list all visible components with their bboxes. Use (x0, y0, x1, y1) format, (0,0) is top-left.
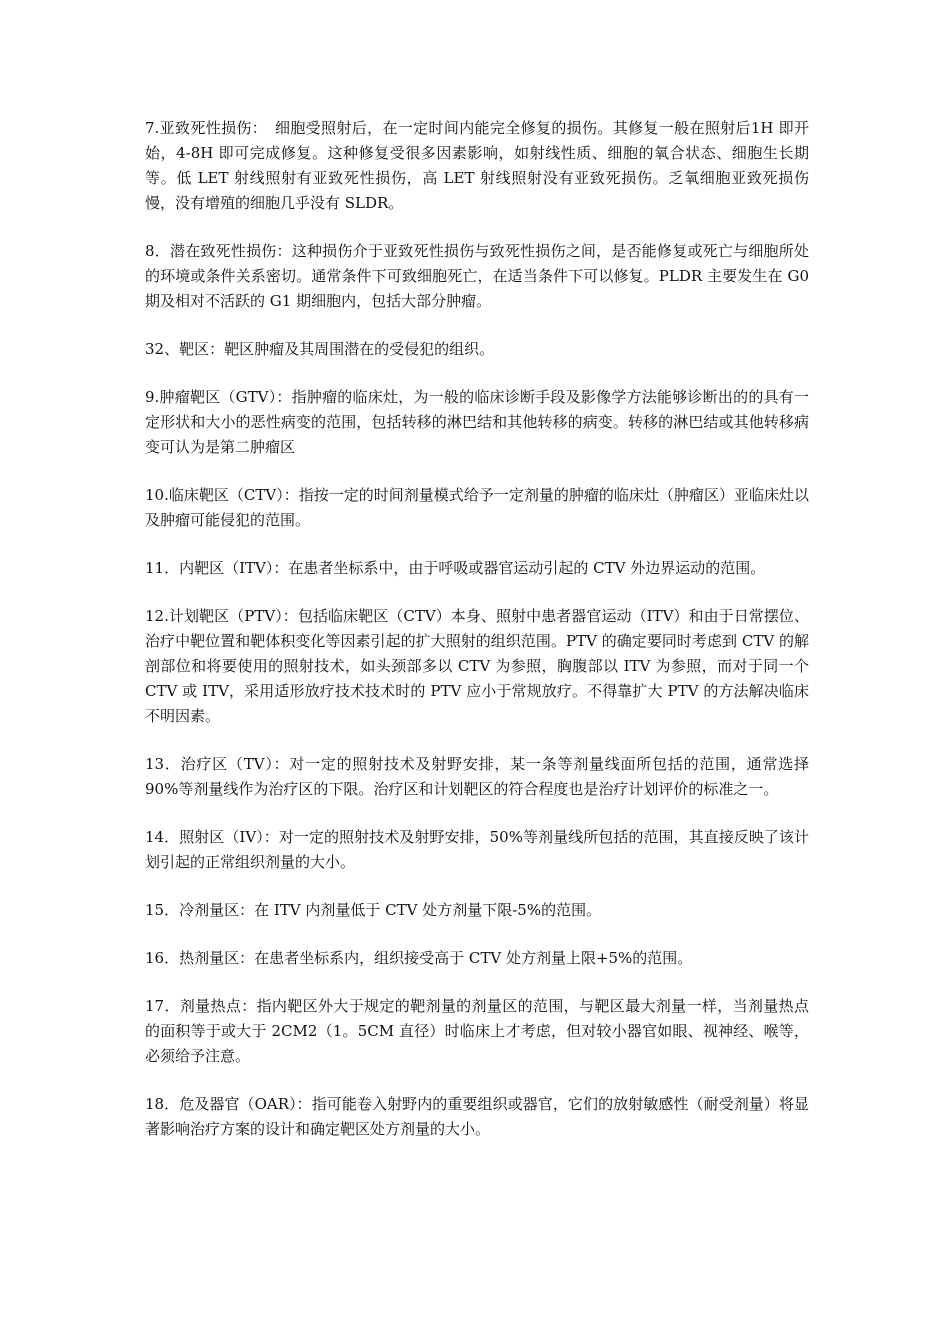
paragraph-treated-volume: 13．治疗区（TV）：对一定的照射技术及射野安排，某一条等剂量线面所包括的范围，通常选择 90%等剂量线作为治疗区的下限。治疗区和计划靶区的符合程度也是治疗计划评价的标准之一。 (145, 755, 809, 798)
document-body (145, 116, 809, 1165)
paragraph-sublethal-damage: 7.亚致死性损伤： 细胞受照射后，在一定时间内能完全修复的损伤。其修复一般在照射后1H 即开始，4-8H 即可完成修复。这种修复受很多因素影响，如射线性质、细胞的氧合状态、细胞生长期等。低 LET 射线照射有亚致死性损伤，高 LET 射线照射没有亚致死损伤。乏氧细胞亚致死损伤慢，没有增殖的细胞几乎没有 SLDR。 (145, 119, 809, 212)
paragraph-irradiated-volume: 14．照射区（IV）：对一定的照射技术及射野安排，50%等剂量线所包括的范围，其直接反映了该计划引起的正常组织剂量的大小。 (145, 828, 809, 871)
paragraph-target-volume: 32、靶区：靶区肿瘤及其周围潜在的受侵犯的组织。 (145, 340, 495, 358)
paragraph-ptv: 12.计划靶区（PTV）：包括临床靶区（CTV）本身、照射中患者器官运动（ITV）和由于日常摆位、治疗中靶位置和靶体积变化等因素引起的扩大照射的组织范围。PTV 的确定要同时考虑到 CTV 的解剖部位和将要使用的照射技术，如头颈部多以 CTV 为参照，胸腹部以 ITV 为参照，而对于同一个 CTV 或 ITV，采用适形放疗技术技术时的 PTV 应小于常规放疗。不得靠扩大 PTV 的方法解决临床不明因素。 (145, 607, 809, 725)
paragraph-cold-spot: 15．冷剂量区：在 ITV 内剂量低于 CTV 处方剂量下限-5%的范围。 (145, 901, 602, 919)
paragraph-dose-hot-spot: 17．剂量热点：指内靶区外大于规定的靶剂量的剂量区的范围，与靶区最大剂量一样，当剂量热点的面积等于或大于 2CM2（1。5CM 直径）时临床上才考虑，但对较小器官如眼、视神经、喉等，必须给予注意。 (145, 997, 809, 1065)
paragraph-oar: 18．危及器官（OAR）：指可能卷入射野内的重要组织或器官，它们的放射敏感性（耐受剂量）将显著影响治疗方案的设计和确定靶区处方剂量的大小。 (145, 1095, 809, 1138)
paragraph-gtv: 9.肿瘤靶区（GTV）：指肿瘤的临床灶，为一般的临床诊断手段及影像学方法能够诊断出的的具有一定形状和大小的恶性病变的范围，包括转移的淋巴结和其他转移的病变。转移的淋巴结或其他转移病变可认为是第二肿瘤区 (145, 388, 809, 456)
paragraph-hot-region: 16．热剂量区：在患者坐标系内，组织接受高于 CTV 处方剂量上限+5%的范围。 (145, 949, 693, 967)
paragraph-itv: 11．内靶区（ITV）：在患者坐标系中，由于呼吸或器官运动引起的 CTV 外边界运动的范围。 (145, 559, 766, 577)
paragraph-ctv: 10.临床靶区（CTV）：指按一定的时间剂量模式给予一定剂量的肿瘤的临床灶（肿瘤区）亚临床灶以及肿瘤可能侵犯的范围。 (145, 486, 809, 529)
paragraph-potentially-lethal-damage: 8．潜在致死性损伤：这种损伤介于亚致死性损伤与致死性损伤之间，是否能修复或死亡与细胞所处的环境或条件关系密切。通常条件下可致细胞死亡，在适当条件下可以修复。PLDR 主要发生在 G0 期及相对不活跃的 G1 期细胞内，包括大部分肿瘤。 (145, 242, 809, 310)
